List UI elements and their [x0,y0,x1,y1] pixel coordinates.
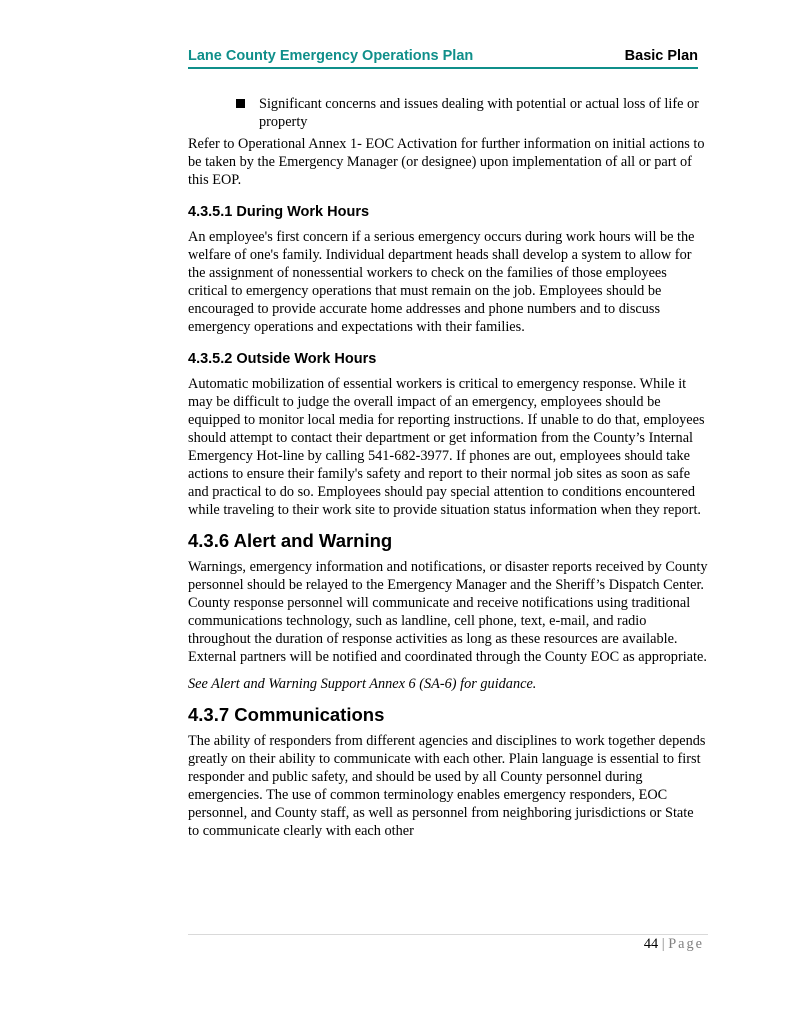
paragraph-outside-work-hours: Automatic mobilization of essential workers is critical to emergency response. While it may be difficult to judge the overall impact of an emergency, employees should be equipped to monitor local media for reporting instructions. If unable to do that, employees should attempt to contact their department or get information from the County’s Internal Emergency Hot-line by calling 541-682-3977. If phones are out, employees should take actions to ensure their family's safety and report to their normal job sites as soon as safe and practical to do so. Employees should pay special attention to conditions encountered while traveling to their work site to provide situation status information when they report. [188,376,705,518]
footer-separator: | [661,936,665,952]
paragraph-alert-warning: Warnings, emergency information and notifications, or disaster reports received by County personnel should be relayed to the Emergency Manager and the Sheriff’s Dispatch Center. County response personnel will communicate and receive notifications using traditional communications technology, such as landline, cell phone, text, e-mail, and radio throughout the duration of response activities as long as these resources are available. External partners will be notified and coordinated through the County EOC as appropriate. [188,559,708,665]
document-title: Lane County Emergency Operations Plan [188,48,474,64]
heading-4-3-6: 4.3.6 Alert and Warning [188,530,393,551]
bullet-item [188,95,725,131]
page-header [188,47,698,69]
page-number: 44 [643,936,659,952]
heading-4-3-5-2: 4.3.5.2 Outside Work Hours [188,351,377,367]
section-label: Basic Plan [624,48,698,64]
page-label: Page [668,936,704,952]
bullet-text: Significant concerns and issues dealing with potential or actual loss of life or property [259,96,699,130]
intro-paragraph: Refer to Operational Annex 1- EOC Activation for further information on initial actions to be taken by the Emergency Manager (or designee) upon implementation of all or part of this EOP. [188,136,705,188]
page-footer [644,936,704,953]
alert-warning-note: See Alert and Warning Support Annex 6 (SA-6) for guidance. [188,676,537,692]
document-body [188,95,708,849]
square-bullet-icon [236,99,245,108]
paragraph-during-work-hours: An employee's first concern if a serious emergency occurs during work hours will be the welfare of one's family. Individual department heads shall develop a system to allow for the assignment of nonessential workers to check on the families of those employees critical to emergency operations that must remain on the job. Employees should be encouraged to provide accurate home addresses and phone numbers and to discuss emergency operations and expectations with their families. [188,229,695,335]
paragraph-communications: The ability of responders from different agencies and disciplines to work together depends greatly on their ability to communicate with each other. Plain language is essential to first responder and public safety, and should be used by all County personnel during emergencies. The use of common terminology enables emergency responders, EOC personnel, and County staff, as well as personnel from neighboring jurisdictions or State to communicate clearly with each other [188,733,706,839]
heading-4-3-5-1: 4.3.5.1 During Work Hours [188,204,370,220]
heading-4-3-7: 4.3.7 Communications [188,704,385,725]
footer-divider [188,934,708,935]
